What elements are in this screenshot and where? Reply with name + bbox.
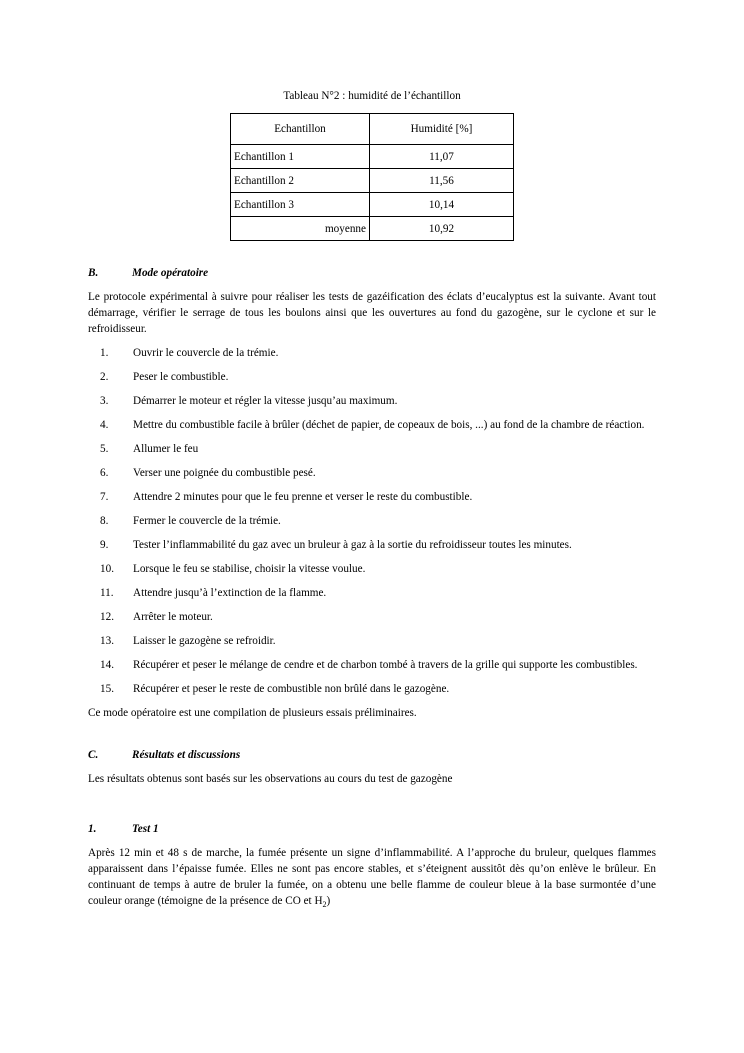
step-number: 3. <box>100 395 109 407</box>
section-b-title: Mode opératoire <box>132 267 209 279</box>
step-number: 9. <box>100 539 109 551</box>
section-b-outro: Ce mode opératoire est une compilation de plusieurs essais préliminaires. <box>88 707 417 719</box>
column-header-humidity: Humidité [%] <box>370 114 514 145</box>
list-item <box>88 417 656 433</box>
test1-text: Après 12 min et 48 s de marche, la fumée présente un signe d’inflammabilité. A l’approche du bruleur, quelques flammes apparaissent dans l’épaisse fumée. Elles ne sont pas encore stables, et s’éteignent aussitôt dès qu’on enlève le brûleur. En continuant de temps à autre de bruler la fumée, on a obtenu une belle flamme de couleur bleue à la base surmontée d’une couleur orange (témoigne de la présence de CO et H <box>88 847 656 907</box>
list-item <box>88 585 656 601</box>
step-number: 15. <box>100 683 114 695</box>
list-item <box>88 657 656 673</box>
step-text: Démarrer le moteur et régler la vitesse jusqu’au maximum. <box>133 395 398 407</box>
step-text: Lorsque le feu se stabilise, choisir la vitesse voulue. <box>133 563 366 575</box>
list-item <box>88 393 656 409</box>
step-text: Attendre 2 minutes pour que le feu prenne et verser le reste du combustible. <box>133 491 473 503</box>
mean-value: 10,92 <box>370 217 514 241</box>
row-value: 10,14 <box>370 193 514 217</box>
step-text: Mettre du combustible facile à brûler (déchet de papier, de copeaux de bois, ...) au fond de la chambre de réaction. <box>133 419 645 431</box>
list-item <box>88 681 656 697</box>
step-text: Récupérer et peser le reste de combustible non brûlé dans le gazogène. <box>133 683 450 695</box>
list-item <box>88 537 656 553</box>
step-number: 4. <box>100 419 109 431</box>
list-item <box>88 489 656 505</box>
list-item <box>88 513 656 529</box>
step-text: Récupérer et peser le mélange de cendre et de charbon tombé à travers de la grille qui supporte les combustibles. <box>133 659 638 671</box>
row-value: 11,56 <box>370 169 514 193</box>
test1-heading <box>88 821 656 837</box>
section-c-heading <box>88 747 656 763</box>
section-b-intro: Le protocole expérimental à suivre pour réaliser les tests de gazéification des éclats d’eucalyptus est la suivante. Avant tout démarrage, vérifier le serrage de tous les boulons ainsi que les ouvertures au fond du gazogène, sur le cyclone et sur le refroidisseur. <box>88 291 656 335</box>
test1-number: 1. <box>88 823 97 835</box>
step-number: 7. <box>100 491 109 503</box>
table-caption: Tableau N°2 : humidité de l’échantillon <box>283 90 461 102</box>
step-number: 14. <box>100 659 114 671</box>
spacer <box>88 721 656 747</box>
step-number: 5. <box>100 443 109 455</box>
row-label: Echantillon 2 <box>231 169 370 193</box>
procedure-list <box>88 345 656 697</box>
humidity-table <box>230 113 514 241</box>
step-number: 8. <box>100 515 109 527</box>
step-text: Laisser le gazogène se refroidir. <box>133 635 276 647</box>
step-number: 1. <box>100 347 109 359</box>
table-mean-row <box>231 217 514 241</box>
step-text: Verser une poignée du combustible pesé. <box>133 467 316 479</box>
table-header-row <box>231 114 514 145</box>
test1-paragraph <box>88 845 656 909</box>
step-text: Ouvrir le couvercle de la trémie. <box>133 347 279 359</box>
list-item <box>88 561 656 577</box>
table-row <box>231 145 514 169</box>
row-label: Echantillon 3 <box>231 193 370 217</box>
section-c-number: C. <box>88 749 99 761</box>
step-number: 12. <box>100 611 114 623</box>
step-text: Peser le combustible. <box>133 371 229 383</box>
list-item <box>88 345 656 361</box>
step-text: Arrêter le moteur. <box>133 611 213 623</box>
step-number: 11. <box>100 587 114 599</box>
row-label: Echantillon 1 <box>231 145 370 169</box>
section-b-number: B. <box>88 267 99 279</box>
list-item <box>88 441 656 457</box>
step-number: 2. <box>100 371 109 383</box>
step-number: 10. <box>100 563 114 575</box>
step-text: Tester l’inflammabilité du gaz avec un bruleur à gaz à la sortie du refroidisseur toutes les minutes. <box>133 539 572 551</box>
step-number: 13. <box>100 635 114 647</box>
list-item <box>88 465 656 481</box>
test1-title: Test 1 <box>132 823 159 835</box>
list-item <box>88 609 656 625</box>
list-item <box>88 369 656 385</box>
mean-label: moyenne <box>231 217 370 241</box>
column-header-sample: Echantillon <box>231 114 370 145</box>
document-body <box>88 265 656 909</box>
table-row <box>231 193 514 217</box>
step-text: Allumer le feu <box>133 443 199 455</box>
h2-subscript: 2 <box>322 900 327 910</box>
list-item <box>88 633 656 649</box>
spacer <box>88 787 656 821</box>
section-c-text: Les résultats obtenus sont basés sur les observations au cours du test de gazogène <box>88 773 453 785</box>
step-text: Fermer le couvercle de la trémie. <box>133 515 281 527</box>
test1-text-end: ) <box>326 895 331 907</box>
step-text: Attendre jusqu’à l’extinction de la flamme. <box>133 587 327 599</box>
section-b-heading <box>88 265 656 281</box>
step-number: 6. <box>100 467 109 479</box>
table-row <box>231 169 514 193</box>
row-value: 11,07 <box>370 145 514 169</box>
section-c-title: Résultats et discussions <box>132 749 241 761</box>
